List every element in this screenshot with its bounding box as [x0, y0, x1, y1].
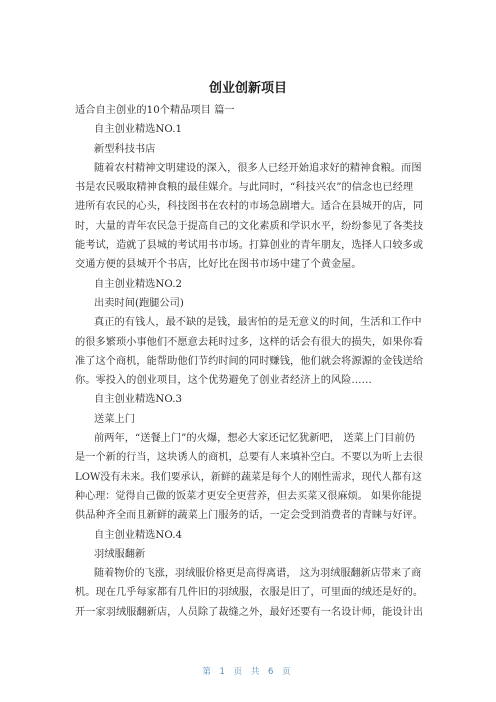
- paragraph-line: 前两年，“送餐上门”的火爆，想必大家还记忆犹新吧， 送菜上门目前仍: [94, 433, 415, 445]
- section-3: [75, 390, 423, 525]
- paragraph-line: LOW没有未来。我们要承认，新鲜的蔬菜是每个人的刚性需求，现代人都有这: [75, 471, 422, 483]
- document-body: [75, 101, 423, 622]
- paragraph-line: 你。零投入的创业项目，这个优势避免了创业者经济上的风险……: [75, 375, 372, 387]
- document-title: 创业创新项目: [208, 81, 287, 96]
- section-subtitle: 羽绒服翻新: [94, 548, 146, 560]
- section-2: [75, 275, 423, 391]
- paragraph-line: 能考试，造就了县城的考试用书市场。打算创业的青年朋友，选择人口较多或: [75, 240, 424, 252]
- paragraph-line: 供品种齐全而且新鲜的蔬菜上门服务的话，一定会受到消费者的青睐与好评。: [75, 510, 424, 522]
- page-footer: 第 1 页 共 6 页: [202, 667, 294, 677]
- section-heading: 自主创业精选NO.1: [94, 124, 183, 136]
- section-subtitle: 出卖时间(跑腿公司): [94, 297, 184, 309]
- section-1: [75, 120, 423, 274]
- section-subtitle: 新型科技书店: [94, 143, 156, 155]
- paragraph-line: 书是农民吸取精神食粮的最佳媒介。与此同时，“科技兴农”的信念也已经理: [75, 182, 414, 194]
- section-heading: 自主创业精选NO.2: [94, 278, 183, 290]
- paragraph-line: 真正的有钱人，最不缺的是钱，最害怕的是无意义的时间，生活和工作中: [94, 317, 422, 329]
- paragraph-line: 种心理：觉得自己做的饭菜才更安全更营养，但去买菜又很麻烦。 如果你能提: [75, 490, 422, 502]
- intro-line: 适合自主创业的10个精品项目 篇一: [75, 105, 235, 116]
- section-subtitle: 送菜上门: [94, 413, 135, 425]
- paragraph-line: 时，大量的青年农民急于提高自己的文化素质和学识水平，纷纷参见了各类技: [75, 220, 424, 232]
- paragraph-line: 是一个新的行当，这块诱人的商机，总要有人来填补空白。不要以为听上去很: [75, 452, 424, 464]
- paragraph-line: 的很多繁琐小事他们不愿意去耗时过多，这样的话会有很大的损失，如果你看: [75, 336, 424, 348]
- section-heading: 自主创业精选NO.4: [94, 529, 183, 541]
- paragraph-line: 交通方便的县城开个书店，比好比在图书市场中建了个黄金屋。: [75, 259, 362, 271]
- paragraph-line: 机。现在几乎每家都有几件旧的羽绒服，衣服是旧了，可里面的绒还是好的。: [75, 587, 424, 599]
- section-heading: 自主创业精选NO.3: [94, 394, 183, 406]
- paragraph-line: 进所有农民的心头，科技图书在农村的市场急剧增大。适合在县城开的店，同: [75, 201, 424, 213]
- paragraph-line: 准了这个商机，能帮助他们节约时间的同时赚钱，他们就会将源源的金钱送给: [75, 355, 424, 367]
- paragraph-line: 开一家羽绒服翻新店，人员除了裁缝之外，最好还要有一名设计师，能设计出: [75, 606, 424, 618]
- paragraph-line: 随着物价的飞涨，羽绒服价格更是高得离谱， 这为羽绒服翻新店带来了商: [94, 568, 422, 580]
- section-4: [75, 526, 423, 622]
- paragraph-line: 随着农村精神文明建设的深入，很多人已经开始追求好的精神食粮。而图: [94, 162, 422, 174]
